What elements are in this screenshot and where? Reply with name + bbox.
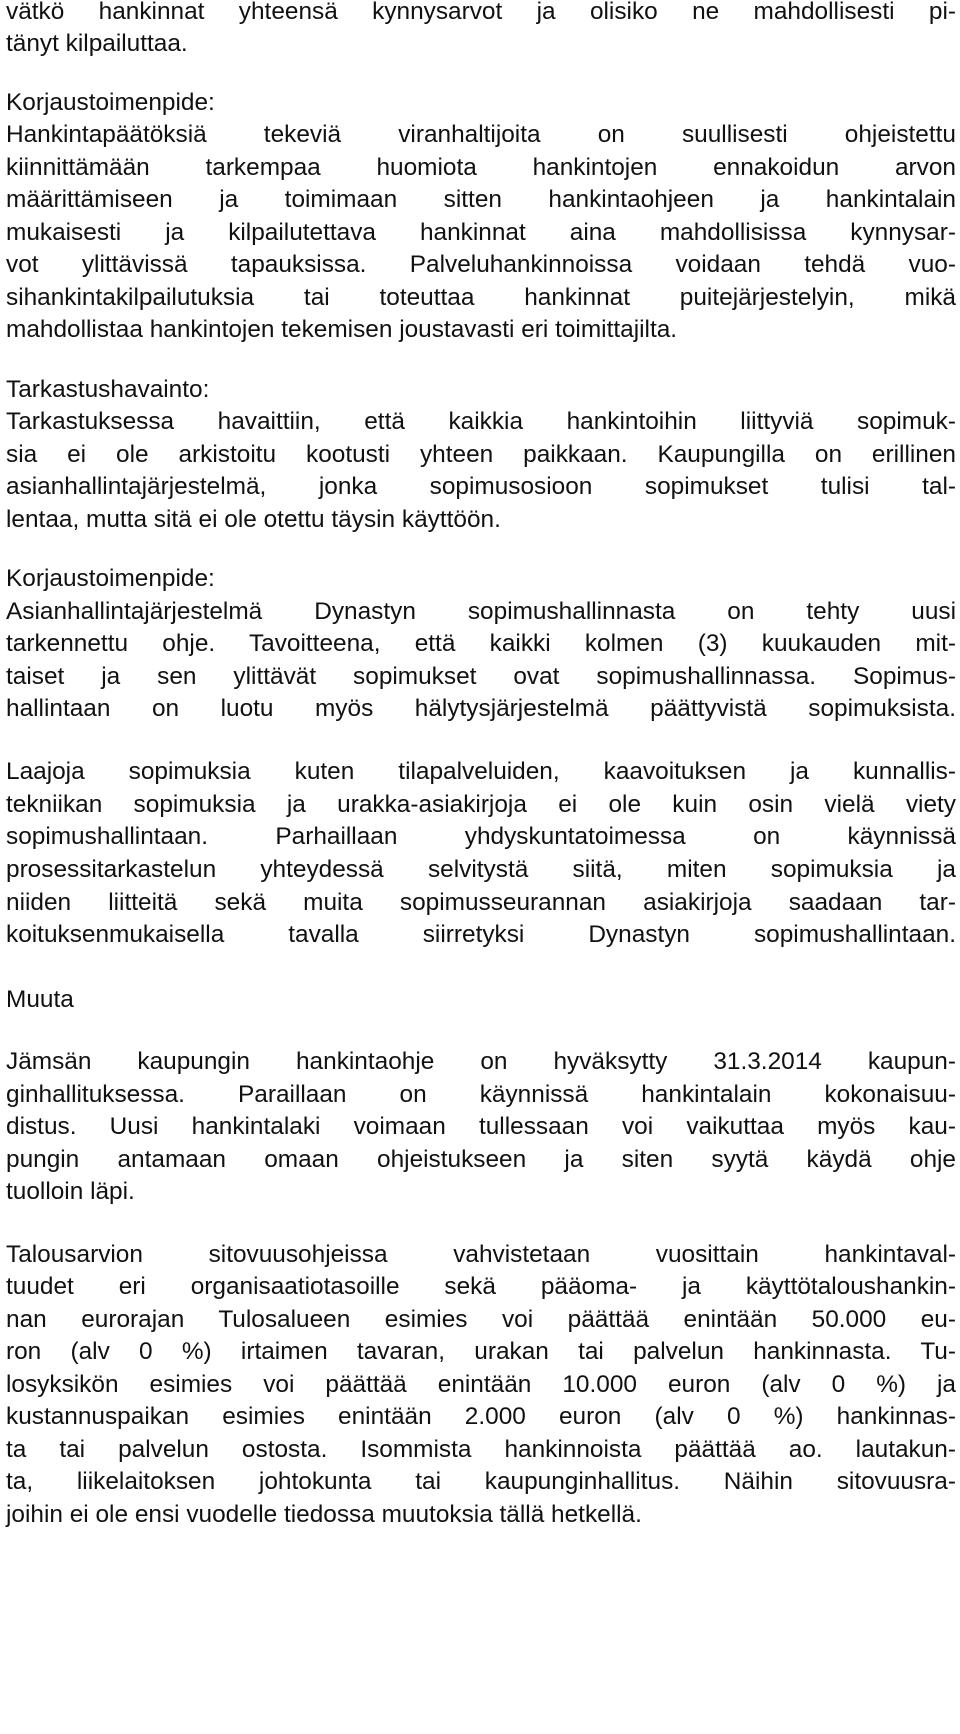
text-line: Tarkastuksessa havaittiin, että kaikkia hankintoihin liittyviä sopimuk- [6,408,956,435]
text-line: mahdollistaa hankintojen tekemisen joustavasti eri toimittajilta. [6,316,678,343]
text-line: lentaa, mutta sitä ei ole otettu täysin käyttöön. [6,506,501,533]
text-line: Hankintapäätöksiä tekeviä viranhaltijoita on suullisesti ohjeistettu [6,121,956,148]
text-line: Jämsän kaupungin hankintaohje on hyväksytty 31.3.2014 kaupun- [6,1048,956,1075]
text-line: ginhallituksessa. Paraillaan on käynnissä hankintalain kokonaisuu- [6,1081,956,1108]
text-line: sia ei ole arkistoitu kootusti yhteen paikkaan. Kaupungilla on erillinen [6,441,956,468]
text-line: määrittämiseen ja toimimaan sitten hankintaohjeen ja hankintalain [6,186,956,213]
section-label: Korjaustoimenpide: [6,565,215,592]
text-line: pungin antamaan omaan ohjeistukseen ja siten syytä käydä ohje [6,1146,956,1173]
text-line: taiset ja sen ylittävät sopimukset ovat sopimushallinnassa. Sopimus- [6,663,956,690]
section-label: Korjaustoimenpide: [6,89,215,116]
text-line: sopimushallintaan. Parhaillaan yhdyskuntatoimessa on käynnissä [6,823,956,850]
text-line: sihankintakilpailutuksia tai toteuttaa hankinnat puitejärjestelyin, mikä [6,284,956,311]
section-label: Tarkastushavainto: [6,376,210,403]
text-line: nan eurorajan Tulosalueen esimies voi päättää enintään 50.000 eu- [6,1306,956,1333]
text-line: Laajoja sopimuksia kuten tilapalveluiden, kaavoituksen ja kunnallis- [6,758,956,785]
text-line: tuudet eri organisaatiotasoille sekä pääoma- ja käyttötaloushankin- [6,1273,956,1300]
text-line: asianhallintajärjestelmä, jonka sopimusosioon sopimukset tulisi tal- [6,473,956,500]
text-line: kiinnittämään tarkempaa huomiota hankintojen ennakoidun arvon [6,154,956,181]
text-line: joihin ei ole ensi vuodelle tiedossa muutoksia tällä hetkellä. [6,1501,642,1528]
text-line: niiden liitteitä sekä muita sopimusseurannan asiakirjoja saadaan tar- [6,889,956,916]
text-line: hallintaan on luotu myös hälytysjärjestelmä päättyvistä sopimuksista. [6,695,956,722]
text-line: vätkö hankinnat yhteensä kynnysarvot ja olisiko ne mahdollisesti pi- [6,0,956,25]
text-line: tarkennettu ohje. Tavoitteena, että kaikki kolmen (3) kuukauden mit- [6,630,956,657]
text-line: tekniikan sopimuksia ja urakka-asiakirjoja ei ole kuin osin vielä viety [6,791,956,818]
text-line: mukaisesti ja kilpailutettava hankinnat aina mahdollisissa kynnysar- [6,219,956,246]
text-line: vot ylittävissä tapauksissa. Palveluhankinnoissa voidaan tehdä vuo- [6,251,956,278]
text-line: kustannuspaikan esimies enintään 2.000 euron (alv 0 %) hankinnas- [6,1403,956,1430]
text-line: Talousarvion sitovuusohjeissa vahvistetaan vuosittain hankintaval- [6,1241,956,1268]
section-heading: Muuta [6,986,74,1013]
text-line: losyksikön esimies voi päättää enintään 10.000 euron (alv 0 %) ja [6,1371,956,1398]
text-line: ta tai palvelun ostosta. Isommista hankinnoista päättää ao. lautakun- [6,1436,956,1463]
text-line: ta, liikelaitoksen johtokunta tai kaupunginhallitus. Näihin sitovuusra- [6,1468,956,1495]
text-line: distus. Uusi hankintalaki voimaan tullessaan voi vaikuttaa myös kau- [6,1113,956,1140]
text-line: koituksenmukaisella tavalla siirretyksi Dynastyn sopimushallintaan. [6,921,956,948]
text-line: tuolloin läpi. [6,1178,135,1205]
text-line: prosessitarkastelun yhteydessä selvitystä siitä, miten sopimuksia ja [6,856,956,883]
text-line: Asianhallintajärjestelmä Dynastyn sopimushallinnasta on tehty uusi [6,598,956,625]
text-line: tänyt kilpailuttaa. [6,30,188,57]
text-line: ron (alv 0 %) irtaimen tavaran, urakan tai palvelun hankinnasta. Tu- [6,1338,956,1365]
